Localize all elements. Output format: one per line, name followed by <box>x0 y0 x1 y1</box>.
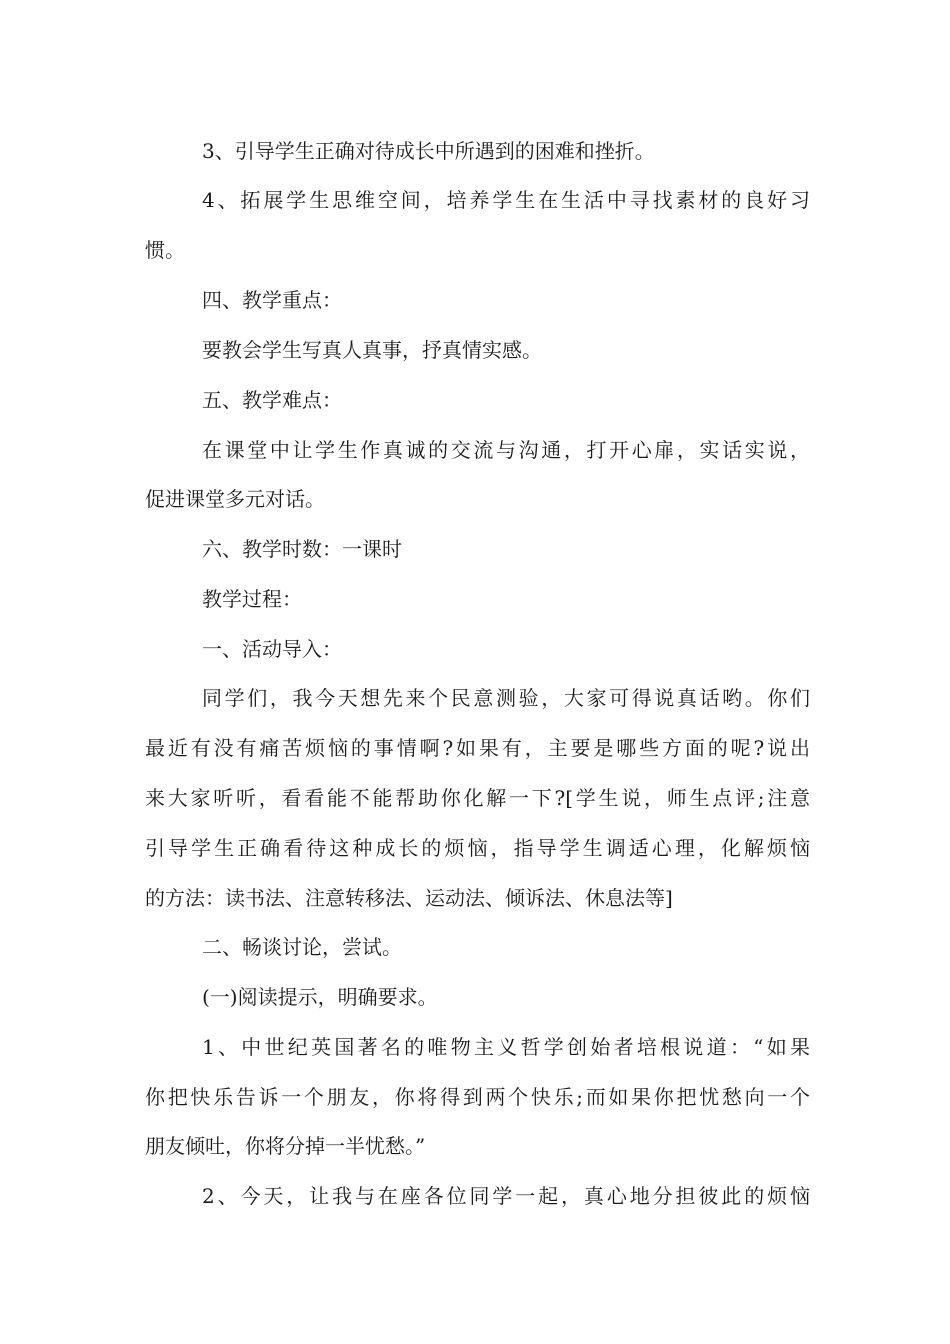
objective-3: 3、引导学生正确对待成长中所遇到的困难和挫折。 <box>202 139 655 163</box>
section-heading-activity-intro: 一、活动导入： <box>202 637 342 661</box>
item-2-line-1: 2、今天，让我与在座各位同学一起，真心地分担彼此的烦恼 <box>202 1184 810 1208</box>
intro-paragraph-line-3: 来大家听听，看看能不能帮助你化解一下?[学生说，师生点评;注意 <box>145 786 810 810</box>
section-heading-key-points: 四、教学重点： <box>202 288 342 312</box>
section-heading-discussion: 二、畅谈讨论，尝试。 <box>202 935 402 959</box>
intro-paragraph-line-1: 同学们，我今天想先来个民意测验，大家可得说真话哟。你们 <box>202 686 810 710</box>
quote-paragraph-line-1: 1、中世纪英国著名的唯物主义哲学创始者培根说道：“如果 <box>202 1035 810 1059</box>
objective-4-line-1: 4、拓展学生思维空间，培养学生在生活中寻找素材的良好习 <box>202 188 810 212</box>
difficulties-line-2: 促进课堂多元对话。 <box>145 487 325 511</box>
quote-paragraph-line-2: 你把快乐告诉一个朋友，你将得到两个快乐;而如果你把忧愁向一个 <box>145 1085 810 1109</box>
objective-4-line-2: 惯。 <box>145 238 185 262</box>
intro-paragraph-line-4: 引导学生正确看待这种成长的烦恼，指导学生调适心理，化解烦恼 <box>145 836 810 860</box>
subsection-heading-reading-tips: (一)阅读提示，明确要求。 <box>202 985 438 1009</box>
section-heading-class-hours: 六、教学时数：一课时 <box>202 537 402 561</box>
difficulties-line-1: 在课堂中让学生作真诚的交流与沟通，打开心扉，实话实说， <box>202 438 810 462</box>
intro-paragraph-line-5: 的方法：读书法、注意转移法、运动法、倾诉法、休息法等] <box>145 886 673 910</box>
intro-paragraph-line-2: 最近有没有痛苦烦恼的事情啊?如果有，主要是哪些方面的呢?说出 <box>145 736 810 760</box>
key-points-text: 要教会学生写真人真事，抒真情实感。 <box>202 338 542 362</box>
section-heading-teaching-process: 教学过程： <box>202 587 302 611</box>
section-heading-difficulties: 五、教学难点： <box>202 388 342 412</box>
quote-paragraph-line-3: 朋友倾吐，你将分掉一半忧愁。” <box>145 1134 426 1158</box>
